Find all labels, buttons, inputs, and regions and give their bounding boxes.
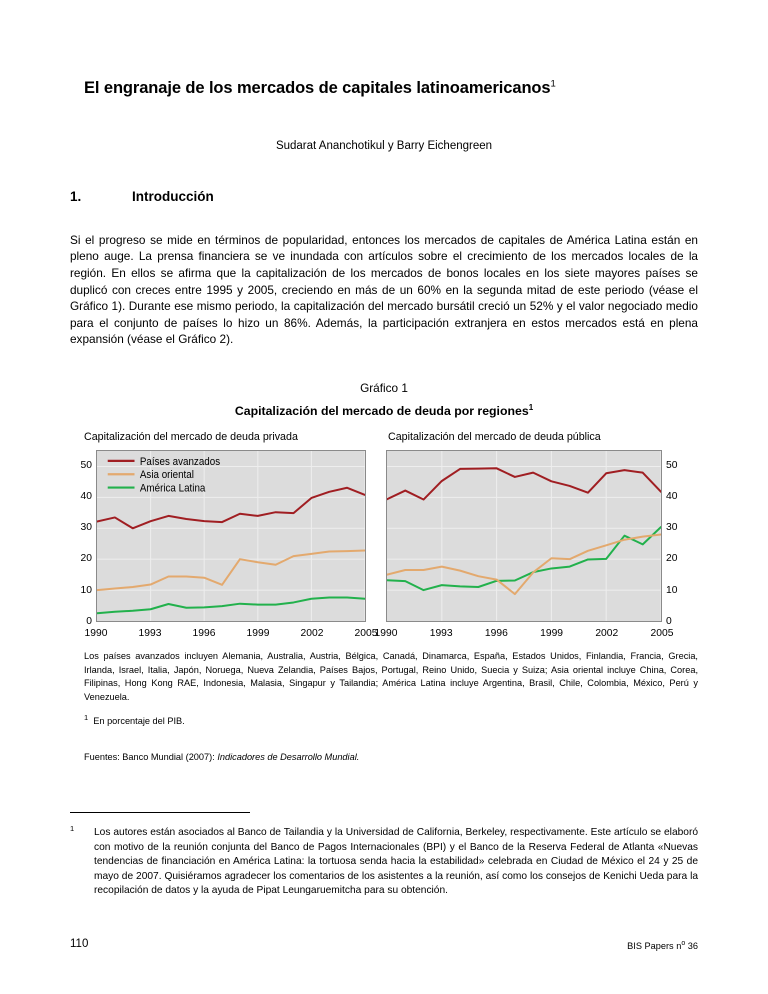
page-title-text: El engranaje de los mercados de capitales latinoamericanos	[84, 79, 551, 97]
x-axis-tick-label: 1990	[84, 628, 108, 639]
y-axis-tick-label: 10	[666, 584, 678, 596]
series-line	[97, 488, 365, 528]
x-axis-tick-label: 1999	[246, 628, 270, 639]
legend-label: América Latina	[139, 483, 206, 495]
figure-source	[84, 752, 698, 762]
figure-caption-footnote-marker: 1	[528, 402, 534, 412]
page-title	[84, 79, 698, 98]
figure-footnote-marker: 1	[84, 712, 89, 722]
y-axis-tick-label: 50	[666, 459, 678, 471]
series-suffix: 36	[685, 941, 698, 951]
figure-charts	[70, 448, 698, 648]
series-line	[387, 468, 661, 499]
legend-label: Países avanzados	[139, 456, 221, 468]
section-number: 1.	[70, 189, 82, 204]
figure-source-title: Indicadores de Desarrollo Mundial.	[217, 752, 360, 762]
page-number: 110	[70, 938, 89, 950]
y-axis-tick-label: 0	[86, 616, 92, 627]
chart-panel-private-debt	[70, 448, 378, 648]
x-axis-tick-label: 2005	[354, 628, 378, 639]
y-axis-tick-label: 30	[666, 522, 678, 534]
figure-caption-number: Gráfico 1	[360, 381, 408, 395]
series-ordinal: o	[681, 939, 686, 947]
authors-line: Sudarat Ananchotikul y Barry Eichengreen	[275, 140, 493, 152]
page-footnote-marker: 1	[70, 824, 75, 833]
x-axis-tick-label: 1996	[484, 628, 508, 639]
plot-area-private-debt	[96, 450, 366, 622]
title-footnote-marker: 1	[550, 78, 556, 90]
figure-footnote	[84, 712, 698, 726]
figure-note: Los países avanzados incluyen Alemania, Australia, Austria, Bélgica, Canadá, Dinamarca, España, Estados Unidos, Finlandia, Francia, Grecia, Irlanda, Israel, Italia, Japón, Noruega, Nueva Zelandia, Países Bajos, Portugal, Reino Unido, Suecia y Suiza; Asia oriental incluye China, Corea, Filipinas, Hong Kong RAE, Indonesia, Malasia, Singapur y Tailandia; América Latina incluye Argentina, Brasil, Chile, Colombia, México, Perú y Venezuela.	[84, 651, 698, 702]
chart-legend	[108, 456, 220, 494]
chart-panel-public-debt	[374, 448, 698, 648]
y-axis-tick-label: 10	[80, 584, 92, 596]
footnote-separator	[70, 812, 250, 813]
y-axis-tick-label: 20	[80, 553, 92, 565]
figure-caption-title-text: Capitalización del mercado de deuda por regiones	[234, 404, 529, 418]
series-line	[97, 598, 365, 614]
y-axis-tick-label: 30	[80, 522, 92, 534]
page-series-label	[627, 941, 698, 951]
series-line	[97, 551, 365, 591]
series-prefix: BIS Papers n	[627, 941, 682, 951]
y-axis-tick-label: 0	[666, 616, 672, 627]
x-axis-tick-label: 2002	[300, 628, 324, 639]
series-line	[387, 527, 661, 590]
page-footnote	[70, 826, 698, 899]
section-title: Introducción	[132, 189, 214, 204]
panel-subtitle-public: Capitalización del mercado de deuda pública	[388, 431, 601, 443]
x-axis-tick-label: 1999	[540, 628, 564, 639]
x-axis-tick-label: 1993	[429, 628, 453, 639]
panel-subtitle-private: Capitalización del mercado de deuda privada	[84, 431, 298, 443]
y-axis-tick-label: 40	[80, 490, 92, 502]
x-axis-tick-label: 2005	[650, 628, 674, 639]
legend-label: Asia oriental	[139, 469, 194, 482]
intro-paragraph: Si el progreso se mide en términos de popularidad, entonces los mercados de capitales de América Latina están en pleno auge. La prensa financiera se ve inundada con artículos sobre el crecimiento de los mercados locales de la región. En ellos se afirma que la capitalización de los mercados de bonos locales en los siete mayores países se duplicó con creces entre 1995 y 2005, creciendo en más de un 60% en la segunda mitad de este periodo (véase el Gráfico 1). Durante ese mismo periodo, la capitalización del mercado bursátil creció un 52% y el valor negociado medio para el conjunto de países lo hizo un 86%. Además, la participación extranjera en estos mercados está en plena expansión (véase el Gráfico 2).	[70, 232, 698, 347]
x-axis-tick-label: 1993	[138, 628, 162, 639]
y-axis-tick-label: 50	[80, 459, 92, 471]
section-heading	[70, 189, 698, 204]
figure-caption-title	[70, 404, 698, 418]
series-line	[387, 534, 661, 594]
x-axis-tick-label: 2002	[595, 628, 619, 639]
figure-footnote-text: En porcentaje del PIB.	[93, 716, 185, 726]
y-axis-tick-label: 20	[666, 553, 678, 565]
figure-source-prefix: Fuentes: Banco Mundial (2007):	[84, 752, 215, 762]
page-footnote-text: Los autores están asociados al Banco de Tailandia y la Universidad de California, Berkeley, respectivamente. Este artículo se elaboró con motivo de la reunión conjunta del Banco de Pagos Internacionales (BPI) y el Banco de la Reserva Federal de Atlanta «Nuevas tendencias de financiación en América Latina: la tortuosa senda hacia la estabilidad» celebrada en Ciudad de México el 24 y 25 de mayo de 2007. Quisiéramos agradecer los comentarios de los asistentes a la reunión, así como los consejos de Kenichi Ueda para la recopilación de datos y la ayuda de Pipat Leungaruemitcha para su obtención.	[94, 827, 698, 897]
x-axis-tick-label: 1990	[374, 628, 398, 639]
x-axis-tick-label: 1996	[192, 628, 216, 639]
plot-area-public-debt	[386, 450, 662, 622]
y-axis-tick-label: 40	[666, 490, 678, 502]
